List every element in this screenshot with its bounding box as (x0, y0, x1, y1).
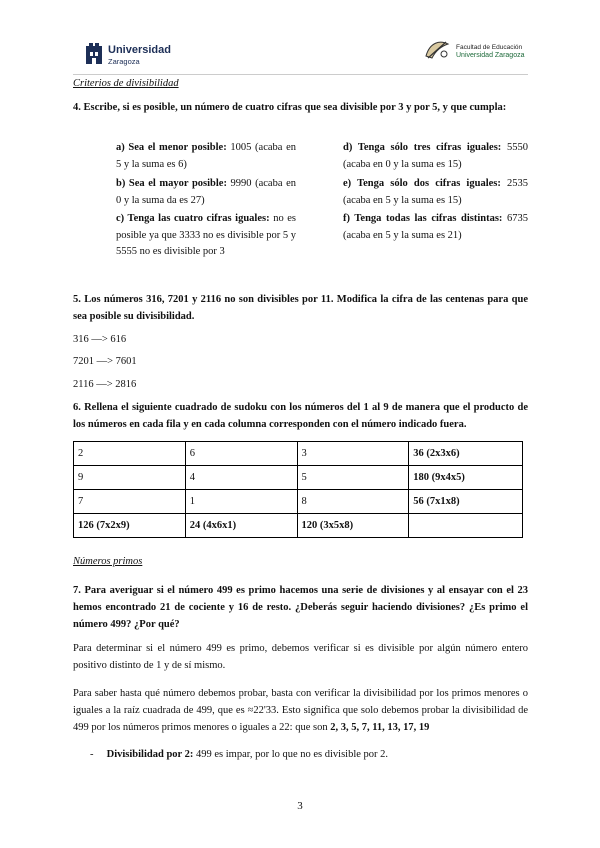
university-city: Zaragoza (108, 57, 140, 66)
faculty-logo-right (422, 36, 552, 68)
header-divider (73, 74, 528, 75)
q4-option-d-text: 5550 (acaba en 0 y la suma es 15) (343, 142, 528, 170)
bullet-dash-icon: - (90, 749, 104, 760)
q5-answer-3: 2116 —> 2816 (73, 379, 137, 390)
grid-cell: 7 (74, 490, 186, 514)
page-number: 3 (297, 800, 303, 812)
faculty-name: Facultad de Educación (456, 44, 523, 51)
university-logo-left (84, 42, 174, 70)
q4-option-b (116, 176, 296, 209)
grid-cell: 3 (297, 442, 409, 466)
q4-option-e (343, 176, 528, 209)
q4-option-f-text: 6735 (acaba en 5 y la suma es 21) (343, 213, 529, 241)
grid-cell: 1 (185, 490, 297, 514)
q5-answer-1: 316 —> 616 (73, 334, 127, 345)
question-7-title: 7. Para averiguar si el número 499 es primo hacemos una serie de divisiones y al ensayar con el 23 hemos encontrado 21 de cociente y 16 de resto. ¿Deberás seguir haciendo divisiones? ¿Es primo el número 499? ¿Por qué? (73, 585, 528, 630)
grid-cell: 6 (185, 442, 297, 466)
q4-option-d (343, 140, 528, 173)
university-name: Universidad (108, 44, 171, 56)
sudoku-grid (73, 441, 523, 538)
faculty-university: Universidad Zaragoza (456, 52, 525, 59)
q4-option-f-label: f) Tenga todas las cifras distintas: (343, 213, 503, 224)
grid-cell: 2 (74, 442, 186, 466)
q5-answer-2: 7201 —> 7601 (73, 356, 137, 367)
table-row (74, 442, 523, 466)
q7-bullet (90, 746, 528, 763)
row-product-cell: 36 (2x3x6) (409, 442, 523, 466)
question-5-title: 5. Los números 316, 7201 y 2116 no son divisibles por 11. Modifica la cifra de las centenas para que sea posible su divisibilidad. (73, 294, 528, 322)
q7-paragraph-1: Para determinar si el número 499 es primo, debemos verificar si es divisible por algún número entero positivo distinto de 1 y de sí mismo. (73, 643, 528, 671)
university-crest-icon (84, 42, 104, 66)
q7-paragraph-2 (73, 685, 528, 736)
table-row (74, 466, 523, 490)
q7-prime-list: 2, 3, 5, 7, 11, 13, 17, 19 (330, 722, 430, 733)
empty-cell (409, 514, 523, 538)
q4-option-f (343, 211, 528, 244)
column-product-cell: 24 (4x6x1) (185, 514, 297, 538)
q4-option-c-text: no es posible ya que 3333 no es divisible por 5 y 5555 no es divisible por 3 (116, 213, 297, 257)
q7-bullet-label: Divisibilidad por 2: (106, 749, 194, 760)
q4-option-b-text: 9990 (acaba en 0 y la suma da es 27) (116, 178, 296, 206)
column-product-cell: 120 (3x5x8) (297, 514, 409, 538)
grid-cell: 4 (185, 466, 297, 490)
question-6-title: 6. Rellena el siguiente cuadrado de sudoku con los números del 1 al 9 de manera que el producto de los números en cada fila y en cada columna corresponden con el número indicado fuera. (73, 402, 528, 430)
q4-option-b-label: b) Sea el mayor posible: (116, 178, 227, 189)
section-title-divisibility: Criterios de divisibilidad (73, 78, 179, 89)
column-product-cell: 126 (7x2x9) (74, 514, 186, 538)
q4-option-a (116, 140, 296, 173)
q7-paragraph-2-text: Para saber hasta qué número debemos probar, basta con verificar la divisibilidad por los primos menores o iguales a la raíz cuadrada de 499, que es ≈22'33. Esto significa que solo debemos probar la divisibilidad de 499 por los números primos menores o iguales a 22: que son (73, 688, 528, 733)
faculty-emblem-icon (422, 36, 454, 62)
question-4-title: 4. Escribe, si es posible, un número de cuatro cifras que sea divisible por 3 y por 5, y que cumpla: (73, 102, 507, 113)
grid-cell: 9 (74, 466, 186, 490)
q7-bullet-text: 499 es impar, por lo que no es divisible por 2. (196, 749, 389, 760)
q4-option-a-label: a) Sea el menor posible: (116, 142, 227, 153)
q4-option-d-label: d) Tenga sólo tres cifras iguales: (343, 142, 502, 153)
row-product-cell: 180 (9x4x5) (409, 466, 523, 490)
table-row (74, 514, 523, 538)
row-product-cell: 56 (7x1x8) (409, 490, 523, 514)
q4-option-e-label: e) Tenga sólo dos cifras iguales: (343, 178, 501, 189)
section-title-primes: Números primos (73, 556, 143, 567)
q4-option-a-text: 1005 (acaba en 5 y la suma es 6) (116, 142, 296, 170)
q4-option-c-label: c) Tenga las cuatro cifras iguales: (116, 213, 270, 224)
table-row (74, 490, 523, 514)
q4-option-c (116, 211, 296, 261)
grid-cell: 8 (297, 490, 409, 514)
q4-option-e-text: 2535 (acaba en 5 y la suma es 15) (343, 178, 528, 206)
grid-cell: 5 (297, 466, 409, 490)
